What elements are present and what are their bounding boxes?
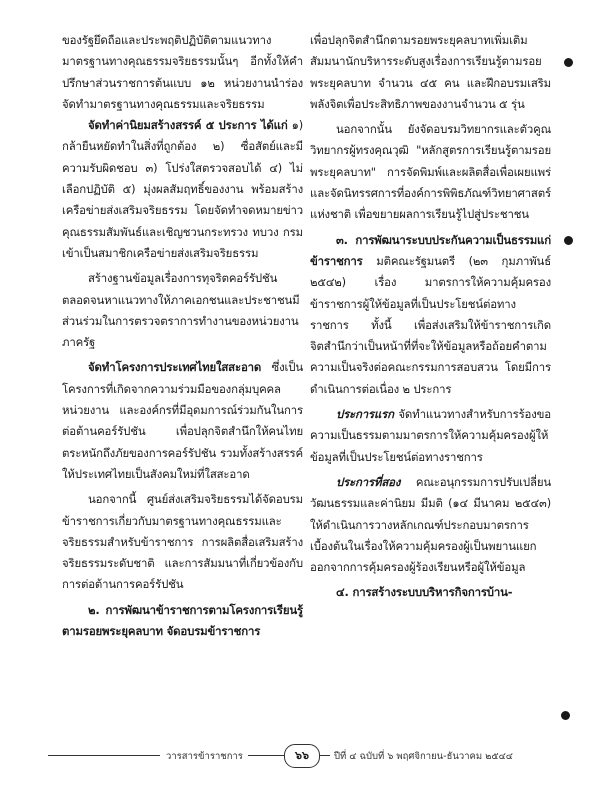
paragraph-corruption-database: สร้างฐานข้อมูลเรื่องการทุจริตคอร์รัปชันตลอดจนหาแนวทางให้ภาคเอกชนและประชาชนมีส่วนร่วมในการตรวจตราการทำงานของหน่วยงานภาครัฐ bbox=[62, 271, 300, 350]
page-footer bbox=[48, 744, 568, 768]
right-column bbox=[310, 30, 551, 604]
clean-thailand-text: ซึ่งเป็นโครงการที่เกิดจากความร่วมมือของกลุ่มบุคคล หน่วยงาน และองค์กรที่มีอุดมการณ์ร่วมกันในการต่อต้านคอร์รัปชัน เพื่อปลุกจิตสำนึกให้คนไทยตระหนักถึงภัยของการคอร์รัปชัน รวมทั้งสร้างสรรค์ให้ประเทศไทยเป็นสังคมใหม่ที่ใสสะอาด bbox=[62, 360, 303, 481]
footer-rule-right bbox=[320, 755, 330, 756]
core-values-heading: จัดทำค่านิยมสร้างสรรค์ ๕ ประการ ได้แก่ bbox=[88, 118, 288, 133]
paragraph-section-4: ๔. การสร้างระบบบริหารกิจการบ้าน- bbox=[336, 585, 513, 600]
paragraph-ethics-training: นอกจากนี้ ศูนย์ส่งเสริมจริยธรรมได้จัดอบรมข้าราชการเกี่ยวกับมาตรฐานทางคุณธรรมและจริยธรรมสำหรับข้าราชการ การผลิตสื่อเสริมสร้างจริยธรรมระดับชาติ และการสัมมนาที่เกี่ยวข้องกับการต่อต้านการคอร์รัปชัน bbox=[62, 492, 303, 592]
paragraph-intro-continuation: ของรัฐยึดถือและประพฤติปฏิบัติตามแนวทางมาตรฐานทางคุณธรรมจริยธรรมนั้นๆ อีกทั้งให้คำปรึกษาส่วนราชการต้นแบบ ๑๒ หน่วยงานนำร่องจัดทำมาตรฐานทางคุณธรรมและจริยธรรม bbox=[62, 33, 303, 111]
paragraph-second-measure bbox=[310, 472, 551, 578]
paragraph-royal-footsteps: เพื่อปลุกจิตสำนึกตามรอยพระยุคลบาทเพิ่มเติมสัมมนานักบริหารระดับสูงเรื่องการเรียนรู้ตามรอยพระยุคลบาท จำนวน ๔๕ คน และฝึกอบรมเสริมพลังจิตเพื่อประสิทธิภาพของงานจำนวน ๕ รุ่น bbox=[310, 33, 551, 111]
clean-thailand-heading: จัดทำโครงการประเทศไทยใสสะอาด bbox=[88, 360, 262, 375]
footer-rule-middle bbox=[248, 755, 284, 756]
second-measure-heading: ประการที่สอง bbox=[336, 474, 401, 489]
first-measure-text: จัดทำแนวทางสำหรับการร้องขอความเป็นธรรมตามมาตรการให้ความคุ้มครองผู้ให้ข้อมูลที่เป็นประโยชน์ต่อทางราชการ bbox=[310, 407, 551, 464]
paragraph-section-2: ๒. การพัฒนาข้าราชการตามโครงการเรียนรู้ตามรอยพระยุคลบาท จัดอบรมข้าราชการ bbox=[62, 602, 303, 639]
issue-info: ปีที่ ๔ ฉบับที่ ๖ พฤศจิกายน-ธันวาคม ๒๕๔๔ bbox=[334, 751, 514, 762]
paragraph-clean-thailand bbox=[62, 357, 303, 485]
page-number: ๖๖ bbox=[284, 744, 320, 768]
paragraph-first-measure bbox=[310, 404, 551, 468]
section-3-text: มติคณะรัฐมนตรี (๒๓ กุมภาพันธ์ ๒๕๔๒) เรื่อง มาตรการให้ความคุ้มครองข้าราชการผู้ให้ข้อมูลที่เป็นประโยชน์ต่อทางราชการ ทั้งนี้ เพื่อส่งเสริมให้ข้าราชการเกิดจิตสำนึกว่าเป็นหน้าที่ที่จะให้ข้อมูลหรือถ้อยคำตามความเป็นจริงต่อคณะกรรมการสอบสวน โดยมีการดำเนินการต่อเนื่อง ๒ ประการ bbox=[310, 253, 551, 396]
core-values-text: ๑) กล้ายืนหยัดทำในสิ่งที่ถูกต้อง ๒) ซื่อสัตย์และมีความรับผิดชอบ ๓) โปร่งใสตรวจสอบได้ ๔) ไม่เลือกปฏิบัติ ๕) มุ่งผลสัมฤทธิ์ของงาน พร้อมสร้างเครือข่ายส่งเสริมจริยธรรม โดยจัดทำจดหมายข่าวคุณธรรมสัมพันธ์และเชิญชวนกระทรวง ทบวง กรม เข้าเป็นสมาชิกเครือข่ายส่งเสริมจริยธรรม bbox=[62, 118, 303, 260]
journal-name: วารสารข้าราชการ bbox=[166, 751, 243, 762]
paragraph-core-values bbox=[62, 115, 303, 264]
bullet-dot-icon bbox=[561, 711, 570, 720]
section-3-heading: ๓. การพัฒนาระบบประกันความเป็นธรรมแก่ข้าราชการ bbox=[310, 232, 551, 268]
footer-rule-left bbox=[48, 755, 160, 756]
bullet-dot-icon bbox=[564, 236, 573, 245]
bullet-dot-icon bbox=[564, 58, 573, 67]
paragraph-section-3 bbox=[310, 230, 551, 400]
first-measure-heading: ประการแรก bbox=[336, 407, 394, 422]
left-column bbox=[62, 30, 303, 642]
paragraph-trainer-program: นอกจากนั้น ยังจัดอบรมวิทยากรและตัวคูณวิทยากรผู้ทรงคุณวุฒิ "หลักสูตรการเรียนรู้ตามรอยพระยุคลบาท" การจัดพิมพ์และผลิตสื่อเพื่อเผยแพร่ และจัดนิทรรศการที่องค์การพิพิธภัณฑ์วิทยาศาสตร์แห่งชาติ เพื่อขยายผลการเรียนรู้ไปสู่ประชาชน bbox=[310, 122, 551, 222]
second-measure-text: คณะอนุกรรมการปรับเปลี่ยนวัฒนธรรมและค่านิยม มีมติ (๑๔ มีนาคม ๒๕๔๓) ให้ดำเนินการวางหลักเกณฑ์ประกอบมาตรการเบื้องต้นในเรื่องให้ความคุ้มครองผู้เป็นพยานแยกออกจากการคุ้มครองผู้ร้องเรียนหรือผู้ให้ข้อมูล bbox=[310, 474, 551, 575]
